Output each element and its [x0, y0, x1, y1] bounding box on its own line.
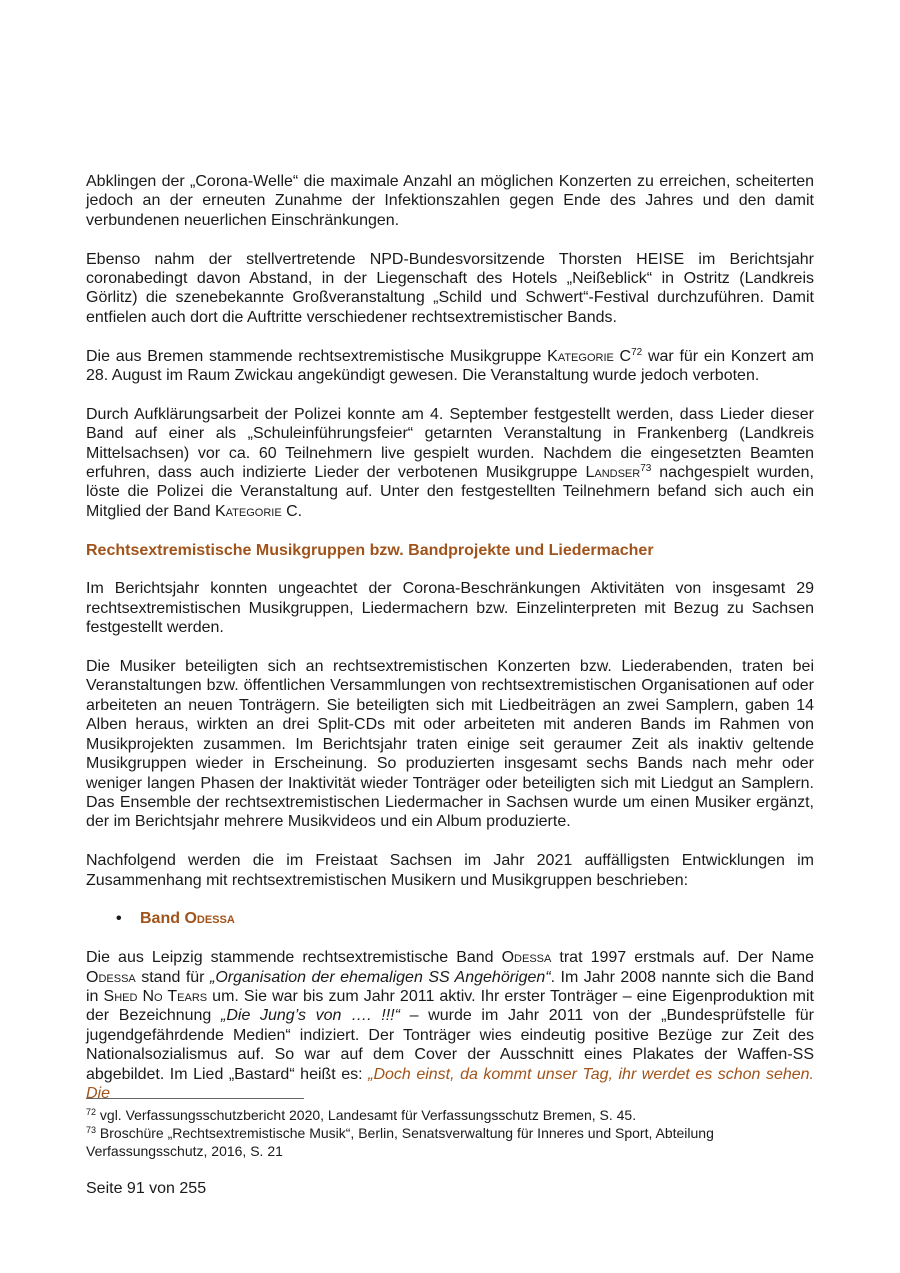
footnotes: [86, 1106, 814, 1160]
paragraph: Abklingen der „Corona-Welle“ die maximale Anzahl an möglichen Konzerten zu erreichen, scheiterten jedoch an der erneuten Zunahme der Infektionszahlen gegen Ende des Jahres und den damit verbundenen neuerlichen Einschränkungen.: [86, 173, 814, 229]
band-name: Landser: [585, 464, 641, 482]
footnote-number: 73: [86, 1125, 97, 1135]
footnote: [86, 1124, 814, 1160]
band-name: Odessa: [501, 949, 552, 967]
footnote-number: 72: [86, 1107, 97, 1117]
text: um. Sie war bis zum Jahr 2011 aktiv. Ihr erster Tonträger – eine Eigenproduktion mit der Bezeichnung: [86, 987, 814, 1025]
text: Band: [140, 910, 185, 928]
footnote-text: Broschüre „Rechtsextremistische Musik“, Berlin, Senatsverwaltung für Inneres und Sport, Abteilung Verfassungsschutz, 2016, S. 21: [86, 1125, 714, 1159]
subsection-heading: [140, 909, 235, 928]
text: Die aus Bremen stammende rechtsextremistische Musikgruppe: [86, 347, 548, 365]
paragraph: [86, 347, 814, 386]
bullet-item: [86, 909, 814, 928]
section-heading: Rechtsextremistische Musikgruppen bzw. Bandprojekte und Liedermacher: [86, 541, 654, 559]
quote: „Organisation der ehemaligen SS Angehörigen“: [210, 968, 551, 986]
footnote: [86, 1106, 814, 1124]
lyric-quote: „Doch einst, da kommt unser Tag, ihr werdet es schon sehen. Die: [86, 1065, 814, 1102]
page-body: [86, 172, 814, 1103]
footnote-divider: [86, 1098, 304, 1099]
band-name: Shed No Tears: [103, 987, 208, 1005]
paragraph: Die Musiker beteiligten sich an rechtsextremistischen Konzerten bzw. Liederabenden, traten bei Veranstaltungen bzw. öffentlichen Versammlungen von rechtsextremistischen Organisationen auf oder arbeiteten an neuen Tonträgern. Sie beteiligten sich mit Liedbeiträgen an zwei Samplern, gaben 14 Alben heraus, wirkten an drei Split-CDs mit oder arbeiteten mit anderen Bands im Rahmen von Musikprojekten zusammen. Im Berichtsjahr traten einige seit geraumer Zeit als inaktiv geltende Musikgruppen wieder in Erscheinung. So produzierten insgesamt sechs Bands nach mehr oder weniger langen Phasen der Inaktivität wieder Tonträger oder beteiligten sich mit Liedgut an Samplern. Das Ensemble der rechtsextremistischen Liedermacher in Sachsen wurde um einen Musiker ergänzt, der im Berichtsjahr mehrere Musikvideos und ein Album produzierte.: [86, 658, 814, 831]
page-number: Seite 91 von 255: [86, 1180, 207, 1197]
bullet-icon: •: [116, 910, 122, 928]
text: Die aus Leipzig stammende rechtsextremistische Band: [86, 949, 502, 967]
text: trat 1997 erstmals auf. Der Name: [551, 949, 814, 967]
footnote-ref[interactable]: 72: [631, 346, 643, 358]
text: nachgespielt wurden, löste die Polizei die Veranstaltung auf. Unter den festgestellten Teilnehmern befand sich auch ein Mitglied der Band: [86, 464, 814, 520]
text: – wurde im Jahr 2011 von der „Bundesprüfstelle für jugendgefährdende Medien“ indiziert. Der Tonträger wies eindeutig positive Bezüge zur Zeit des Nationalsozialismus auf. So war auf dem Cover der Ausschnitt eines Plakates der Waffen-SS abgebildet. Im Lied „Bastard“ heißt es:: [86, 1007, 815, 1083]
text: . Im Jahr 2008 nannte sich die Band in: [86, 968, 815, 1005]
band-name: Odessa: [184, 910, 235, 928]
paragraph: [86, 405, 814, 521]
band-name: Kategorie C: [214, 502, 298, 520]
band-name: Odessa: [86, 968, 136, 986]
text: stand für: [135, 968, 210, 986]
band-name: Kategorie C: [547, 347, 632, 365]
paragraph: Im Berichtsjahr konnten ungeachtet der Corona-Beschränkungen Aktivitäten von insgesamt 29 rechtsextremistischen Musikgruppen, Liedermachern bzw. Einzelinterpreten mit Bezug zu Sachsen festgestellt werden.: [86, 580, 814, 637]
footnote-text: vgl. Verfassungsschutzbericht 2020, Landesamt für Verfassungsschutz Bremen, S. 45.: [96, 1107, 637, 1123]
text: .: [297, 502, 303, 520]
paragraph: Nachfolgend werden die im Freistaat Sachsen im Jahr 2021 auffälligsten Entwicklungen im Zusammenhang mit rechtsextremistischen Musikern und Musikgruppen beschrieben:: [86, 852, 814, 889]
text: war für ein Konzert am 28. August im Raum Zwickau angekündigt gewesen. Die Veranstaltung wurde jedoch verboten.: [86, 347, 814, 385]
paragraph: Ebenso nahm der stellvertretende NPD-Bundesvorsitzende Thorsten HEISE im Berichtsjahr coronabedingt davon Abstand, in der Liegenschaft des Hotels „Neißeblick“ in Ostritz (Landkreis Görlitz) die szenebekannte Großveranstaltung „Schild und Schwert“-Festival durchzuführen. Damit entfielen auch dort die Auftritte verschiedener rechtsextremistischer Bands.: [86, 250, 814, 326]
quote: „Die Jung’s von …. !!!“: [221, 1007, 400, 1025]
paragraph: [86, 948, 814, 1103]
footnote-ref[interactable]: 73: [640, 463, 652, 475]
text: Durch Aufklärungsarbeit der Polizei konnte am 4. September festgestellt werden, dass Lieder dieser Band auf einer als „Schuleinführungsfeier“ getarnten Veranstaltung in Frankenberg (Landkreis Mittelsachsen) vor ca. 60 Teilnehmern live gespielt wurden. Nachdem die eingesetzten Beamten erfuhren, dass auch indizierte Lieder der verbotenen Musikgruppe: [86, 405, 814, 482]
